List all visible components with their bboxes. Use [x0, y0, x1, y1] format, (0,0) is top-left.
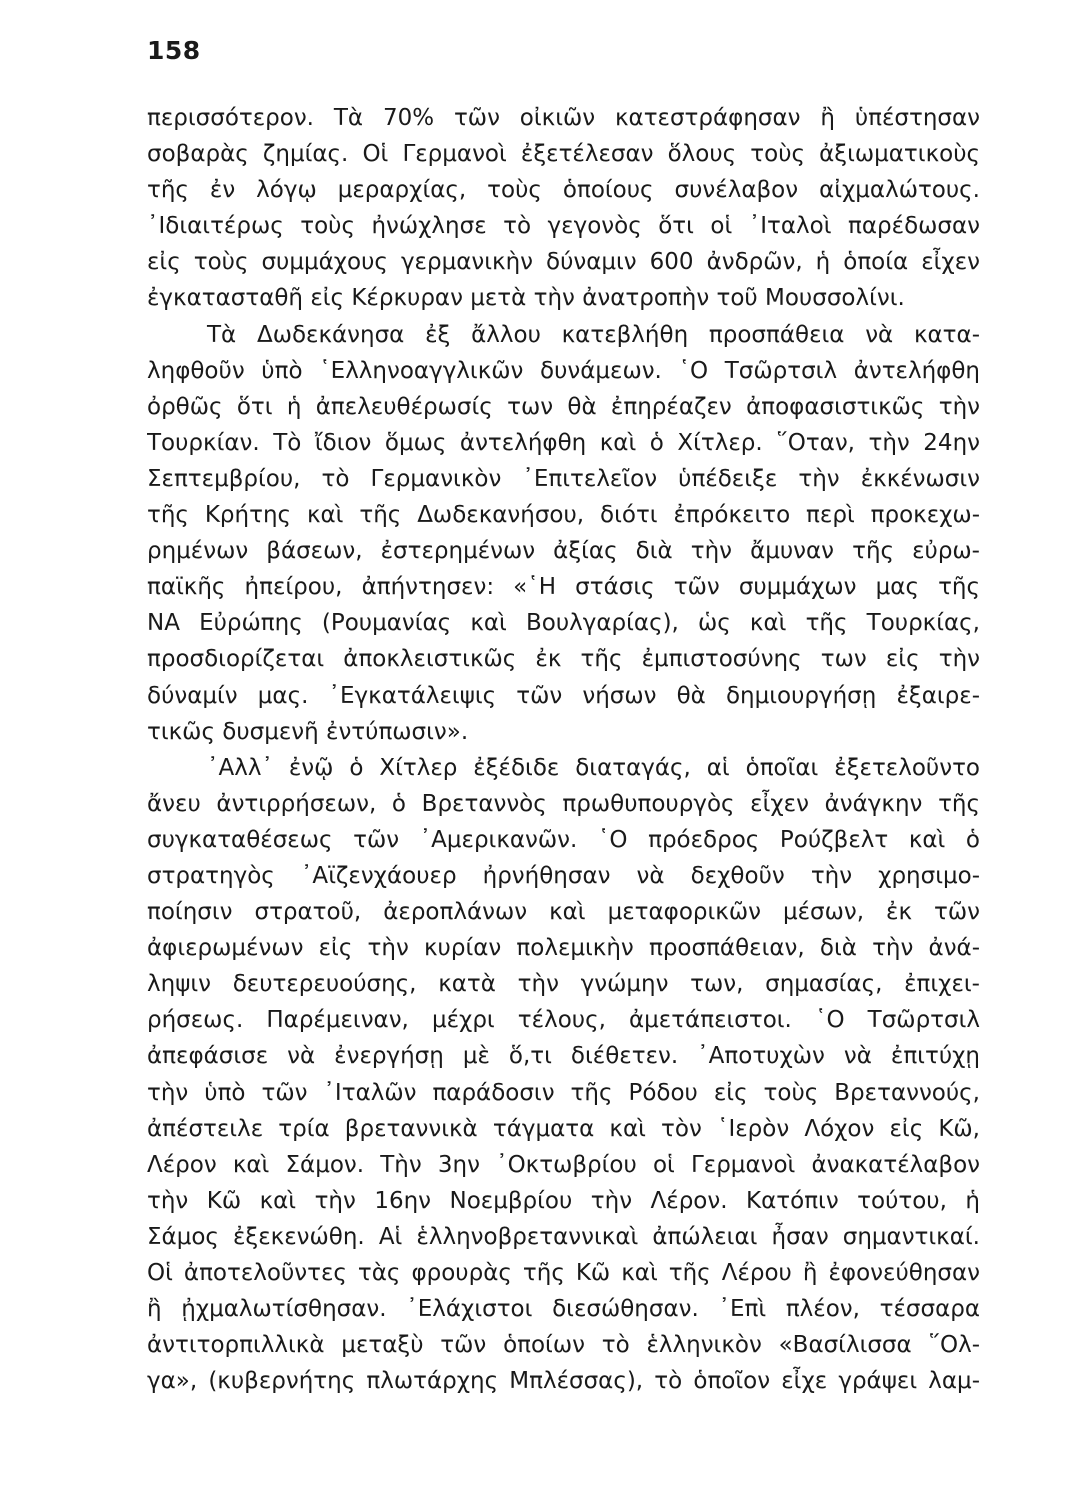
- text-line: ἐγκατασταθῆ εἰς Κέρκυραν μετὰ τὴν ἀνατροπὴν τοῦ Μουσσολίνι.: [147, 285, 905, 312]
- text-line: γα», (κυβερνήτης πλωτάρχης Μπλέσσας), τὸ ὁποῖον εἶχε γράψει λαμ-: [147, 1368, 980, 1395]
- text-line: Τὰ Δωδεκάνησα ἐξ ἄλλου κατεβλήθη προσπάθεια νὰ κατα-: [207, 321, 980, 348]
- text-line: στρατηγὸς ᾿Αϊζενχάουερ ἠρνήθησαν νὰ δεχθοῦν τὴν χρησιμο-: [147, 862, 980, 889]
- text-line: ποίησιν στρατοῦ, ἀεροπλάνων καὶ μεταφορικῶν μέσων, ἐκ τῶν: [147, 899, 980, 926]
- text-line: ὀρθῶς ὅτι ἡ ἀπελευθέρωσίς των θὰ ἐπηρέαζεν ἀποφασιστικῶς τὴν: [147, 393, 980, 420]
- text-line: ληψιν δευτερευούσης, κατὰ τὴν γνώμην των, σημασίας, ἐπιχει-: [147, 971, 980, 998]
- text-line: δύναμίν μας. ᾿Εγκατάλειψις τῶν νήσων θὰ δημιουργήσῃ ἐξαιρε-: [147, 682, 980, 709]
- text-line: ἀφιερωμένων εἰς τὴν κυρίαν πολεμικὴν προσπάθειαν, διὰ τὴν ἀνά-: [147, 935, 980, 962]
- text-line: τῆς ἐν λόγῳ μεραρχίας, τοὺς ὁποίους συνέλαβον αἰχμαλώτους.: [147, 177, 980, 204]
- text-line: σοβαρὰς ζημίας. Οἱ Γερμανοὶ ἐξετέλεσαν ὅλους τοὺς ἀξιωματικοὺς: [147, 141, 980, 168]
- body-text: [147, 100, 980, 1399]
- text-line: προσδιορίζεται ἀποκλειστικῶς ἐκ τῆς ἐμπιστοσύνης των εἰς τὴν: [147, 646, 980, 673]
- text-line: ᾿Αλλ᾿ ἐνῷ ὁ Χίτλερ ἐξέδιδε διαταγάς, αἱ ὁποῖαι ἐξετελοῦντο: [207, 754, 980, 781]
- text-line: εἰς τοὺς συμμάχους γερμανικὴν δύναμιν 600 ἀνδρῶν, ἡ ὁποία εἶχεν: [147, 249, 980, 276]
- text-line: ρημένων βάσεων, ἐστερημένων ἀξίας διὰ τὴν ἄμυναν τῆς εὐρω-: [147, 538, 980, 565]
- text-line: Τουρκίαν. Τὸ ἴδιον ὅμως ἀντελήφθη καὶ ὁ Χίτλερ. ῞Οταν, τὴν 24ην: [147, 429, 980, 456]
- text-line: ΝΑ Εὐρώπης (Ρουμανίας καὶ Βουλγαρίας), ὡς καὶ τῆς Τουρκίας,: [147, 610, 980, 637]
- text-line: ἢ ᾐχμαλωτίσθησαν. ᾿Ελάχιστοι διεσώθησαν. ᾿Επὶ πλέον, τέσσαρα: [147, 1296, 980, 1323]
- text-line: τὴν Κῶ καὶ τὴν 16ην Νοεμβρίου τὴν Λέρον. Κατόπιν τούτου, ἡ: [147, 1187, 980, 1214]
- text-line: περισσότερον. Τὰ 70% τῶν οἰκιῶν κατεστράφησαν ἢ ὑπέστησαν: [147, 105, 980, 131]
- text-line: συγκαταθέσεως τῶν ᾿Αμερικανῶν. ῾Ο πρόεδρος Ρούζβελτ καὶ ὁ: [147, 826, 980, 853]
- text-line: ρήσεως. Παρέμειναν, μέχρι τέλους, ἀμετάπειστοι. ῾Ο Τσῶρτσιλ: [147, 1007, 980, 1034]
- text-line: τικῶς δυσμενῆ ἐντύπωσιν».: [147, 718, 469, 745]
- text-line: Οἱ ἀποτελοῦντες τὰς φρουρὰς τῆς Κῶ καὶ τῆς Λέρου ἢ ἐφονεύθησαν: [147, 1260, 980, 1286]
- text-line: ἀπεφάσισε νὰ ἐνεργήσῃ μὲ ὅ,τι διέθετεν. ᾿Αποτυχὼν νὰ ἐπιτύχῃ: [147, 1043, 980, 1070]
- text-line: Λέρον καὶ Σάμον. Τὴν 3ην ᾿Οκτωβρίου οἱ Γερμανοὶ ἀνακατέλαβον: [147, 1151, 980, 1178]
- text-line: παϊκῆς ἠπείρου, ἀπήντησεν: «῾Η στάσις τῶν συμμάχων μας τῆς: [147, 574, 980, 601]
- text-line: ληφθοῦν ὑπὸ ῾Ελληνοαγγλικῶν δυνάμεων. ῾Ο Τσῶρτσιλ ἀντελήφθη: [147, 357, 980, 384]
- page-number: 158: [147, 36, 201, 65]
- text-line: Σάμος ἐξεκενώθη. Αἱ ἑλληνοβρεταννικαὶ ἀπώλειαι ἦσαν σημαντικαί.: [147, 1223, 980, 1250]
- text-line: ἀντιτορπιλλικὰ μεταξὺ τῶν ὁποίων τὸ ἑλληνικὸν «Βασίλισσα ῞Ολ-: [147, 1332, 980, 1359]
- text-line: τῆς Κρήτης καὶ τῆς Δωδεκανήσου, διότι ἐπρόκειτο περὶ προκεχω-: [147, 502, 980, 529]
- text-line: ᾿Ιδιαιτέρως τοὺς ἠνώχλησε τὸ γεγονὸς ὅτι οἱ ᾿Ιταλοὶ παρέδωσαν: [147, 213, 980, 240]
- text-line: ἄνευ ἀντιρρήσεων, ὁ Βρεταννὸς πρωθυπουργὸς εἶχεν ἀνάγκην τῆς: [147, 790, 980, 817]
- text-line: τὴν ὑπὸ τῶν ᾿Ιταλῶν παράδοσιν τῆς Ρόδου εἰς τοὺς Βρεταννούς,: [147, 1079, 980, 1106]
- text-line: ἀπέστειλε τρία βρεταννικὰ τάγματα καὶ τὸν ῾Ιερὸν Λόχον εἰς Κῶ,: [147, 1115, 980, 1142]
- text-line: Σεπτεμβρίου, τὸ Γερμανικὸν ᾿Επιτελεῖον ὑπέδειξε τὴν ἐκκένωσιν: [147, 465, 980, 492]
